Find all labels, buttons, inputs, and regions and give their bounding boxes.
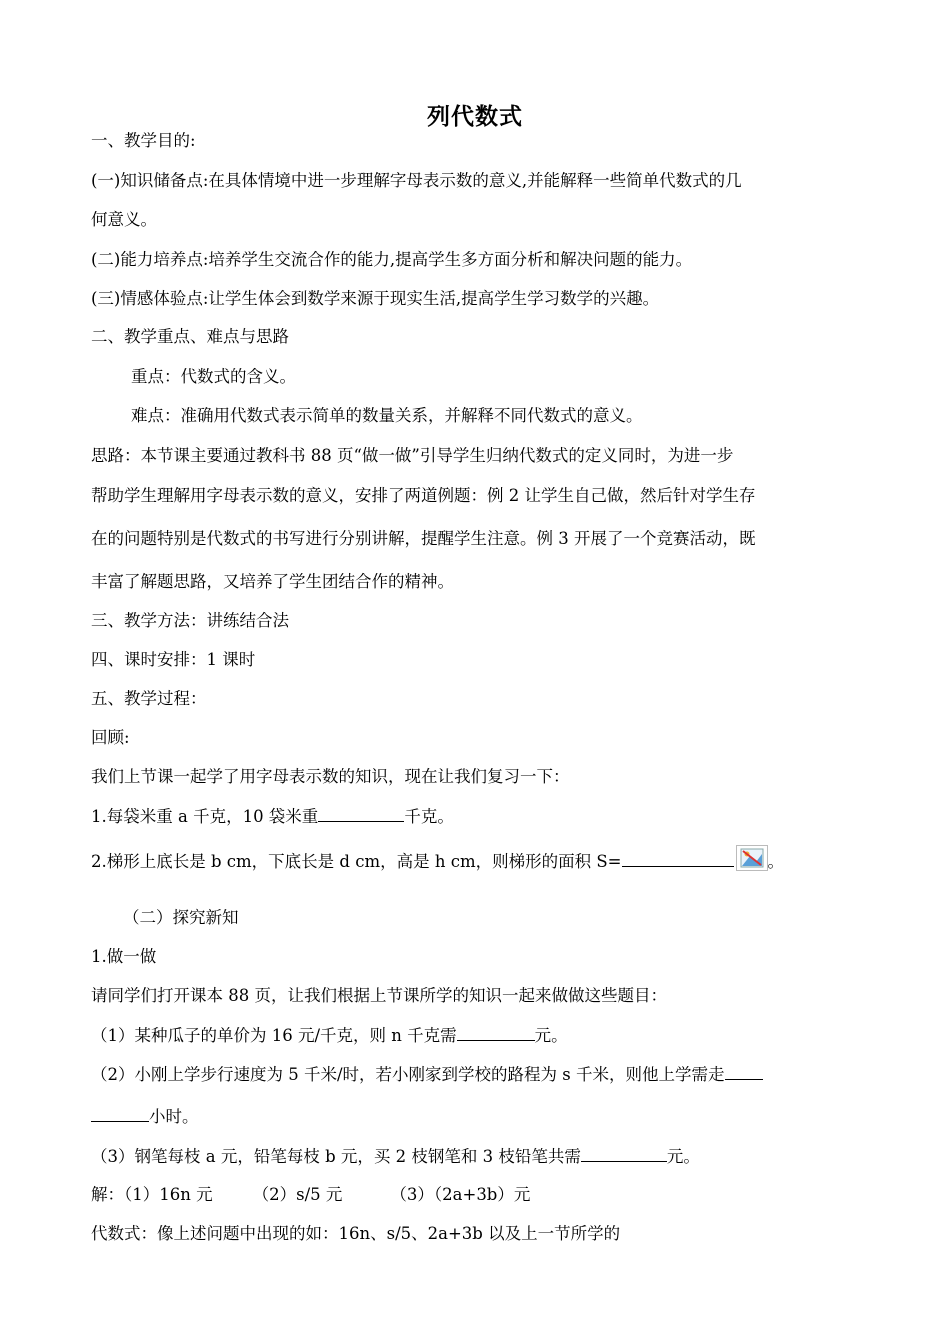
review-question-1-unit: 千克。	[404, 807, 454, 826]
answer-blank	[581, 1145, 667, 1162]
review-question-1	[91, 805, 454, 828]
review-question-1-text: 1.每袋米重 a 千克，10 袋米重	[91, 807, 319, 826]
exercise-1-text: （1）某种瓜子的单价为 16 元/千克，则 n 千克需	[91, 1026, 457, 1045]
exercise-1	[91, 1024, 568, 1047]
objective-1-line-2: 何意义。	[91, 210, 157, 229]
solution-line	[91, 1184, 530, 1206]
section-2-heading: 二、教学重点、难点与思路	[91, 327, 289, 346]
approach-line-3: 在的问题特别是代数式的书写进行分别讲解，提醒学生注意。例 3 开展了一个竞赛活动，既	[91, 529, 756, 548]
difficult-point: 难点：准确用代数式表示简单的数量关系，并解释不同代数式的意义。	[131, 406, 643, 425]
activity-heading: 1.做一做	[91, 947, 157, 966]
broken-image-icon	[736, 845, 768, 871]
exercise-3	[91, 1145, 700, 1168]
exercise-2-line-1	[91, 1063, 763, 1086]
section-5-heading: 五、教学过程：	[91, 689, 207, 708]
review-question-2	[91, 845, 784, 873]
review-intro: 我们上节课一起学了用字母表示数的知识，现在让我们复习一下：	[91, 767, 570, 786]
page-title: 列代数式	[427, 104, 523, 130]
approach-line-1: 思路：本节课主要通过教科书 88 页“做一做”引导学生归纳代数式的定义同时，为进一步	[91, 446, 734, 465]
solution-2: （2）s/5 元	[252, 1185, 343, 1204]
section-4-heading: 四、课时安排：1 课时	[91, 650, 256, 669]
approach-line-2: 帮助学生理解用字母表示数的意义，安排了两道例题：例 2 让学生自己做，然后针对学生存	[91, 486, 756, 505]
approach-line-4: 丰富了解题思路，又培养了学生团结合作的精神。	[91, 572, 454, 591]
section-3-heading: 三、教学方法：讲练结合法	[91, 611, 289, 630]
solution-3: （3）（2a+3b）元	[390, 1185, 531, 1204]
objective-2: (二)能力培养点:培养学生交流合作的能力,提高学生多方面分析和解决问题的能力。	[91, 250, 693, 269]
definition-line: 代数式：像上述问题中出现的如：16n、s/5、2a+3b 以及上一节所学的	[91, 1224, 621, 1243]
exercise-2-line-2	[91, 1105, 199, 1128]
key-point: 重点：代数式的含义。	[131, 367, 296, 386]
exercise-3-text: （3）钢笔每枝 a 元，铅笔每枝 b 元，买 2 枝钢笔和 3 枝铅笔共需	[91, 1147, 581, 1166]
solution-1: 解：（1）16n 元	[91, 1185, 213, 1204]
review-question-2-end: 。	[767, 852, 784, 871]
answer-blank	[725, 1063, 763, 1080]
answer-blank	[318, 805, 404, 822]
answer-blank	[457, 1024, 535, 1041]
activity-intro: 请同学们打开课本 88 页，让我们根据上节课所学的知识一起来做做这些题目：	[91, 986, 667, 1005]
exercise-2-unit: 小时。	[149, 1107, 199, 1126]
review-heading: 回顾:	[91, 728, 130, 747]
exercise-2-text: （2）小刚上学步行速度为 5 千米/时，若小刚家到学校的路程为 s 千米，则他上学需走	[91, 1065, 725, 1084]
objective-3: (三)情感体验点:让学生体会到数学来源于现实生活,提高学生学习数学的兴趣。	[91, 289, 660, 308]
subsection-explore: （二）探究新知	[123, 908, 239, 927]
answer-blank	[91, 1105, 149, 1122]
section-1-heading: 一、教学目的:	[91, 131, 196, 150]
exercise-3-unit: 元。	[666, 1147, 700, 1166]
review-question-2-text: 2.梯形上底长是 b cm，下底长是 d cm，高是 h cm，则梯形的面积 S=	[91, 852, 622, 871]
answer-blank	[622, 850, 734, 867]
exercise-1-unit: 元。	[534, 1026, 568, 1045]
objective-1-line-1: (一)知识储备点:在具体情境中进一步理解字母表示数的意义,并能解释一些简单代数式的几	[91, 171, 742, 190]
